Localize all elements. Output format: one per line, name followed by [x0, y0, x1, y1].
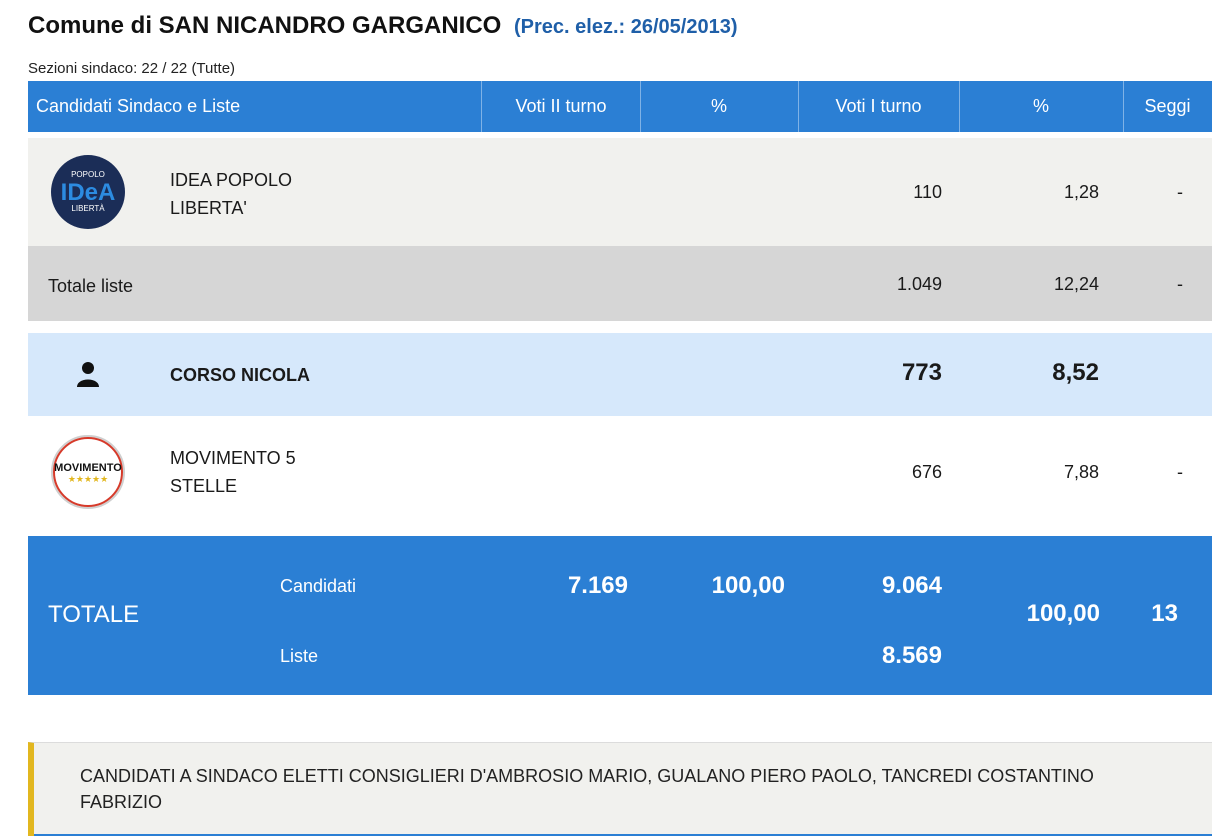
perc-i-value: 8,52 — [1052, 359, 1099, 386]
col-seggi: Seggi — [1144, 96, 1191, 116]
voti-i-turno-value: 676 — [911, 462, 942, 482]
liste-label: Liste — [280, 646, 319, 666]
col-perc-i: % — [959, 81, 1124, 132]
sezioni-info: Sezioni sindaco: 22 / 22 (Tutte) — [28, 60, 236, 77]
svg-text:POPOLO: POPOLO — [71, 170, 105, 179]
list-name: IDEA POPOLO LIBERTA' — [170, 170, 293, 218]
candidate-name: CORSO NICOLA — [170, 365, 311, 385]
comune-name: Comune di SAN NICANDRO GARGANICO — [28, 12, 502, 39]
note-text: CANDIDATI A SINDACO ELETTI CONSIGLIERI D'AMBROSIO MARIO, GUALANO PIERO PAOLO, TANCREDI COSTANTINO FABRIZIO — [80, 766, 1094, 812]
elected-candidates-note — [28, 742, 1212, 836]
row-spacer — [28, 321, 1212, 333]
table-row — [28, 138, 1212, 246]
results-table — [28, 81, 1212, 669]
perc-i-value: 12,24 — [1053, 274, 1099, 294]
col-voti-i-turno: Voti I turno — [798, 81, 960, 132]
perc-i-value: 1,28 — [1063, 182, 1099, 202]
voti-ii-candidati-total: 7.169 — [567, 572, 628, 599]
totale-liste-label: Totale liste — [48, 276, 134, 296]
svg-text:IDeA: IDeA — [60, 179, 116, 206]
svg-text:LIBERTÀ: LIBERTÀ — [71, 204, 105, 213]
seggi-value: - — [1177, 462, 1183, 482]
table-header — [28, 81, 1212, 132]
svg-text:MOVIMENTO: MOVIMENTO — [54, 462, 122, 474]
totale-row — [28, 536, 1212, 695]
col-voti-ii-turno: Voti II turno — [482, 81, 641, 132]
table-row-totale-liste — [28, 246, 1212, 321]
candidati-label: Candidati — [280, 576, 357, 596]
idea-popolo-liberta-logo — [50, 154, 126, 235]
page-title — [28, 12, 738, 40]
svg-text:★★★★★: ★★★★★ — [67, 475, 109, 485]
list-name: MOVIMENTO 5 STELLE — [170, 448, 296, 496]
col-candidati: Candidati Sindaco e Liste — [28, 81, 482, 132]
perc-i-value: 7,88 — [1063, 462, 1099, 482]
previous-election-link[interactable]: (Prec. elez.: 26/05/2013) — [514, 16, 738, 38]
voti-i-turno-value: 110 — [913, 182, 942, 202]
seggi-total: 13 — [1151, 600, 1178, 627]
voti-i-turno-value: 773 — [901, 359, 942, 386]
note-divider — [34, 834, 1212, 836]
table-row-candidate[interactable] — [28, 333, 1212, 416]
voti-i-liste-total: 8.569 — [881, 642, 942, 669]
seggi-value: - — [1177, 274, 1183, 294]
table-row — [28, 416, 1212, 536]
person-icon — [76, 361, 100, 392]
col-perc-ii: % — [640, 81, 799, 132]
seggi-value: - — [1177, 182, 1183, 202]
voti-i-candidati-total: 9.064 — [881, 572, 942, 599]
perc-i-total: 100,00 — [1026, 600, 1100, 627]
perc-ii-candidati-total: 100,00 — [711, 572, 785, 599]
voti-i-turno-value: 1.049 — [896, 274, 942, 294]
totale-label: TOTALE — [48, 601, 140, 628]
movimento-5-stelle-logo — [50, 434, 126, 515]
